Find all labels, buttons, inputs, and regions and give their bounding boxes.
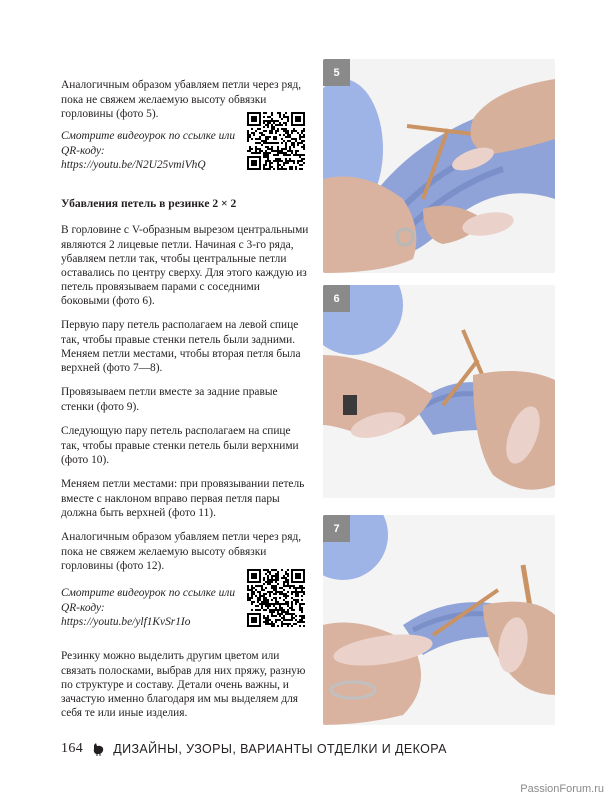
qr-code-1 (247, 112, 305, 170)
paragraph-text: Следующую пару петель располагаем на спице так, чтобы правые стенки петель были верхними (фото 10). (61, 425, 299, 466)
video-link-text[interactable]: Смотрите видеоурок по ссылке или QR-коду: https://youtu.be/N2U25vmiVhQ (61, 130, 236, 171)
heading-text: Убавления петель в резинке 2 × 2 (61, 196, 237, 210)
paragraph-text: Аналогичным образом убавляем петли через ряд, пока не свяжем желаемую высоту обвязки горловины (фото 5). (61, 79, 302, 120)
paragraph-text: Аналогичным образом убавляем петли через ряд, пока не свяжем желаемую высоту обвязки горловины (фото 12). (61, 531, 302, 572)
watermark: PassionForum.ru (520, 783, 604, 795)
paragraph-text: В горловине с V-образным вырезом центральными являются 2 лицевые петли. Начиная с 3-го ряда, убавляем петли так, чтобы центральные петли оставались по центру сверху. Для этого каждую из петель провязываем парами с соседними боковыми (фото 6). (61, 224, 309, 308)
knitting-photo-6 (323, 285, 555, 498)
photo-number-badge: 7 (323, 515, 350, 542)
knitting-photo-7 (323, 515, 555, 725)
video-link-2[interactable] (61, 575, 236, 640)
paragraph-text: Провязываем петли вместе за задние правые стенки (фото 9). (61, 386, 278, 413)
page-number: 164 (61, 741, 84, 756)
video-link-text[interactable]: Смотрите видеоурок по ссылке или QR-коду: https://youtu.be/ylf1KvSr1Io (61, 587, 236, 628)
photo-7 (323, 515, 555, 725)
paragraph-10 (61, 638, 311, 732)
photo-number-badge: 5 (323, 59, 350, 86)
photo-5 (323, 59, 555, 273)
paragraph-text: Первую пару петель располагаем на левой спице так, чтобы правые стенки петель были задними. Меняем петли местами, чтобы вторая петля была верхней (фото 7—8). (61, 319, 301, 374)
photo-6 (323, 285, 555, 498)
page-footer (61, 741, 447, 757)
hen-icon (91, 742, 105, 756)
paragraph-3 (61, 212, 311, 320)
paragraph-text: Резинку можно выделить другим цветом или связать полосками, выбрав для них пряжу, разную по структуре и составу. Детали очень важны, и зачастую именно благодаря им мы выделяем для себя те или иные изделия. (61, 650, 306, 720)
section-title: ДИЗАЙНЫ, УЗОРЫ, ВАРИАНТЫ ОТДЕЛКИ И ДЕКОРА (113, 742, 447, 756)
paragraph-text: Меняем петли местами: при провязывании петель вместе с наклоном вправо первая петля пары должна быть верхней (фото 11). (61, 478, 305, 519)
knitting-photo-5 (323, 59, 555, 273)
photo-number-badge: 6 (323, 285, 350, 312)
video-link-1[interactable] (61, 118, 236, 183)
qr-code-2 (247, 569, 305, 627)
